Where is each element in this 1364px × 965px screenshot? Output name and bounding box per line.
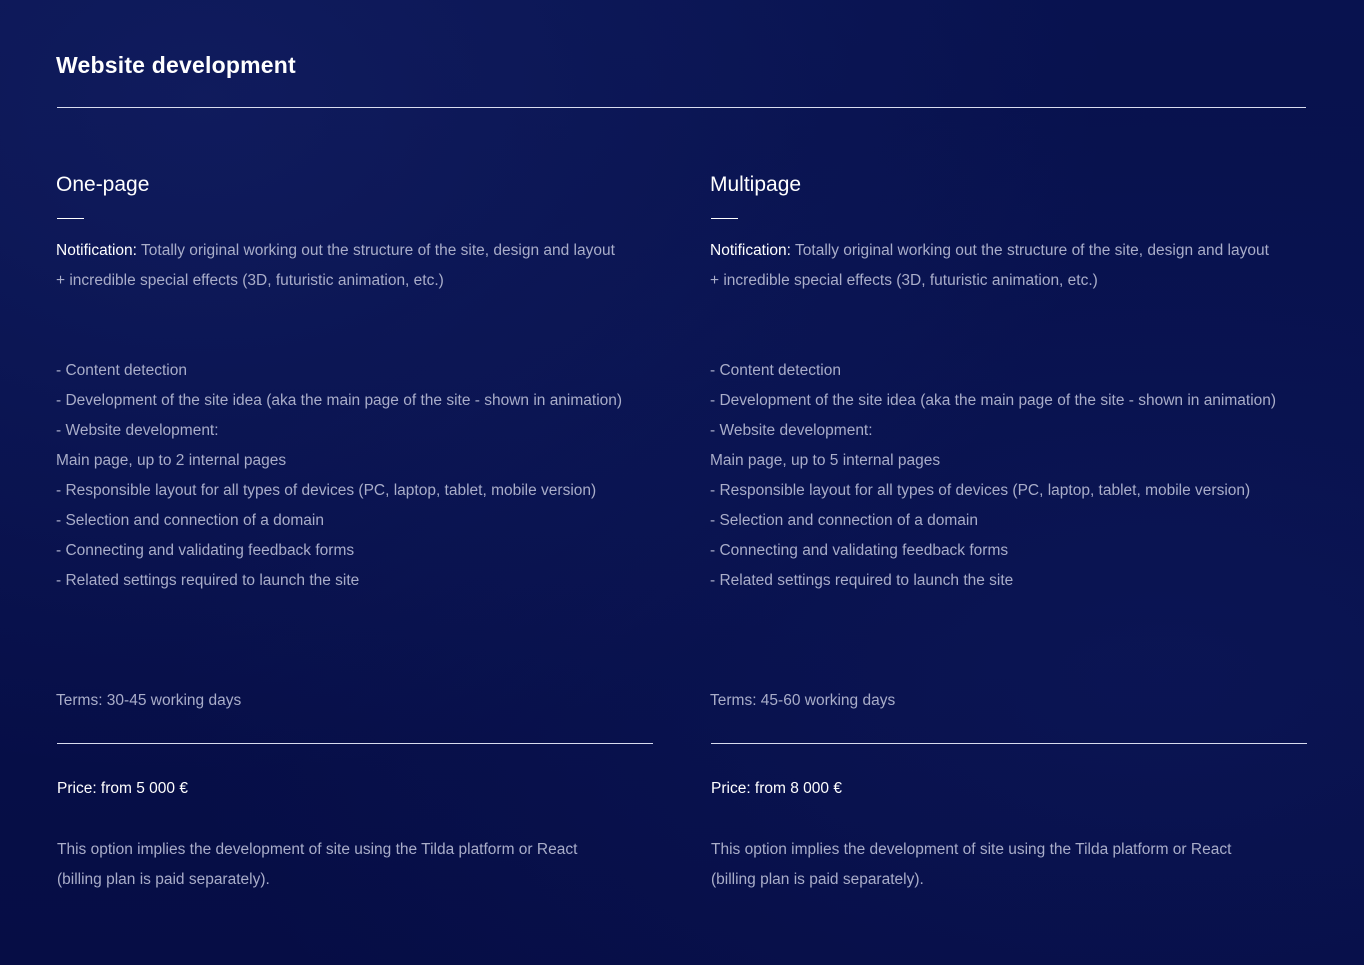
plan-title: One-page bbox=[56, 173, 150, 196]
feature-item: Main page, up to 5 internal pages bbox=[710, 452, 941, 469]
notification-text bbox=[710, 236, 1310, 296]
feature-item: - Related settings required to launch the site bbox=[56, 572, 360, 589]
note-line-1: This option implies the development of site using the Tilda platform or React bbox=[57, 841, 578, 858]
feature-item: - Connecting and validating feedback forms bbox=[56, 542, 355, 559]
plan-card-multipage bbox=[710, 0, 1310, 965]
feature-list bbox=[710, 356, 1276, 596]
notification-line-2: + incredible special effects (3D, futuristic animation, etc.) bbox=[710, 272, 1098, 289]
notification-line-1: Totally original working out the structure of the site, design and layout bbox=[141, 242, 615, 259]
notification-line-2: + incredible special effects (3D, futuristic animation, etc.) bbox=[56, 272, 444, 289]
feature-item: - Content detection bbox=[710, 362, 841, 379]
notification-line-1: Totally original working out the structure of the site, design and layout bbox=[795, 242, 1269, 259]
note-line-2: (billing plan is paid separately). bbox=[57, 871, 270, 888]
feature-item: - Development of the site idea (aka the main page of the site - shown in animation) bbox=[56, 392, 623, 409]
plan-title: Multipage bbox=[710, 173, 802, 196]
title-dash bbox=[711, 218, 738, 219]
feature-item: - Related settings required to launch the site bbox=[710, 572, 1014, 589]
feature-item: - Selection and connection of a domain bbox=[710, 512, 978, 529]
page-title: Website development bbox=[56, 52, 296, 78]
price-divider bbox=[57, 743, 653, 744]
feature-item: - Content detection bbox=[56, 362, 187, 379]
feature-item: Main page, up to 2 internal pages bbox=[56, 452, 287, 469]
price-divider bbox=[711, 743, 1307, 744]
notification-text bbox=[56, 236, 656, 296]
price-text: Price: from 8 000 € bbox=[711, 780, 842, 797]
feature-item: - Development of the site idea (aka the main page of the site - shown in animation) bbox=[710, 392, 1277, 409]
feature-item: - Responsible layout for all types of devices (PC, laptop, tablet, mobile version) bbox=[56, 482, 597, 499]
terms-text: Terms: 45-60 working days bbox=[710, 692, 896, 709]
feature-item: - Website development: bbox=[56, 422, 219, 439]
platform-note bbox=[57, 835, 617, 895]
notification-label: Notification: bbox=[710, 242, 791, 259]
feature-item: - Selection and connection of a domain bbox=[56, 512, 324, 529]
note-line-2: (billing plan is paid separately). bbox=[711, 871, 924, 888]
feature-item: - Website development: bbox=[710, 422, 873, 439]
notification-label: Notification: bbox=[56, 242, 137, 259]
platform-note bbox=[711, 835, 1271, 895]
title-dash bbox=[57, 218, 84, 219]
note-line-1: This option implies the development of site using the Tilda platform or React bbox=[711, 841, 1232, 858]
feature-item: - Responsible layout for all types of devices (PC, laptop, tablet, mobile version) bbox=[710, 482, 1251, 499]
terms-text: Terms: 30-45 working days bbox=[56, 692, 242, 709]
feature-list bbox=[56, 356, 622, 596]
feature-item: - Connecting and validating feedback forms bbox=[710, 542, 1009, 559]
price-text: Price: from 5 000 € bbox=[57, 780, 188, 797]
plan-card-one-page bbox=[56, 0, 656, 965]
